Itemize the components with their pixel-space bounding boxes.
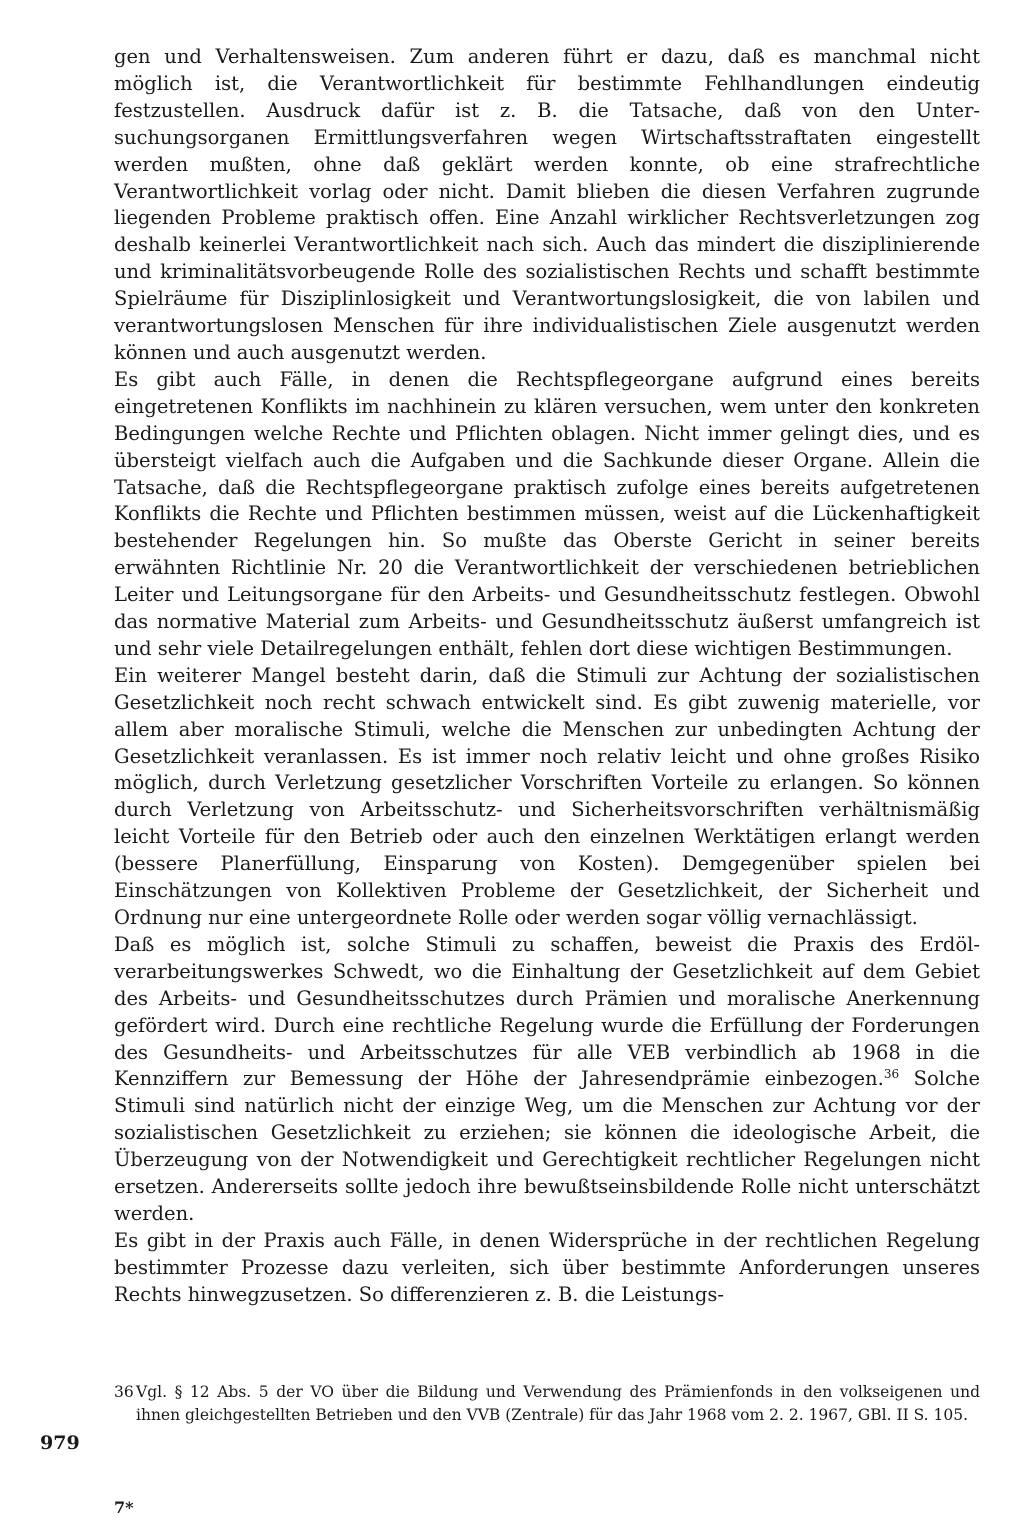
paragraph: Es gibt in der Praxis auch Fälle, in denen Widersprüche in der rechtlichen Regelung bestimmter Prozesse dazu verleiten, sich über bestimmte Anforderungen unseres Rechts hinwegzusetzen. So differenzieren z. B. die Leistungs- (114, 1228, 980, 1306)
footnote (114, 1381, 980, 1427)
footnote-reference[interactable]: 36 (883, 1067, 900, 1082)
paragraph-text: Daß es möglich ist, solche Stimuli zu schaffen, beweist die Praxis des Erdölverarbeitungswerkes Schwedt, wo die Einhaltung der Gesetzlichkeit auf dem Gebiet des Arbeits- und Gesundheitsschutzes durch Prämien und moralische Anerkennung gefördert wird. Durch eine rechtliche Regelung wurde die Erfüllung der Forderungen des Gesundheits- und Arbeitsschutzes für alle VEB verbindlich ab 1968 in die Kennziffern zur Bemessung der Höhe der Jahresendprämie einbezogen. (114, 932, 980, 1091)
signature-mark: 7* (114, 1498, 134, 1517)
footnote-text: Vgl. § 12 Abs. 5 der VO über die Bildung und Verwendung des Prämienfonds in den volkseigenen und ihnen gleichgestellten Betrieben und den VVB (Zentrale) für das Jahr 1968 vom 2. 2. 1967, GBl. II S. 105. (136, 1383, 980, 1424)
paragraph-text: Solche Stimuli sind natürlich nicht der einzige Weg, um die Menschen zur Achtung vor der sozialistischen Gesetzlichkeit zu erziehen; sie können die ideologische Arbeit, die Überzeugung von der Notwendigkeit und Gerechtigkeit rechtlicher Regelungen nicht ersetzen. Andererseits sollte jedoch ihre bewußtseinsbildende Rolle nicht unterschätzt werden. (114, 1067, 980, 1225)
paragraph: Es gibt auch Fälle, in denen die Rechtspflegeorgane aufgrund eines bereits eingetretenen Konflikts im nachhinein zu klären versuchen, wem unter den konkreten Bedingungen welche Rechte und Pflichten oblagen. Nicht immer gelingt dies, und es übersteigt vielfach auch die Aufgaben und die Sachkunde dieser Organe. Allein die Tatsache, daß die Rechtspflegeorgane praktisch zufolge eines bereits aufgetretenen Konflikts die Rechte und Pflichten bestimmen müssen, weist auf die Lückenhaftigkeit bestehender Regelungen hin. So mußte das Oberste Gericht in seiner bereits erwähnten Richtlinie Nr. 20 die Verantwortlichkeit der verschiedenen betrieblichen Leiter und Leitungsorgane für den Arbeits- und Gesundheitsschutz festlegen. Obwohl das normative Material zum Arbeits- und Gesundheitsschutz äußerst umfangreich ist und sehr viele Detailregelungen enthält, fehlen dort diese wichtigen Bestimmungen. (114, 367, 980, 660)
page-number: 979 (40, 1432, 80, 1454)
paragraph (114, 932, 980, 1228)
footnote-number: 36 (114, 1383, 134, 1401)
body-text (114, 44, 980, 1309)
paragraph: Ein weiterer Mangel besteht darin, daß die Stimuli zur Achtung der sozialistischen Gesetzlichkeit noch recht schwach entwickelt sind. Es gibt zuwenig materielle, vor allem aber moralische Stimuli, welche die Menschen zur unbedingten Achtung der Gesetzlichkeit veranlassen. Es ist immer noch relativ leicht und ohne großes Risiko möglich, durch Verletzung gesetzlicher Vorschriften Vorteile zu erlangen. So können durch Verletzung von Arbeitsschutz- und Sicherheitsvorschriften verhältnismäßig leicht Vorteile für den Betrieb oder auch den einzelnen Werktätigen erlangt werden (bessere Planerfüllung, Einsparung von Kosten). Demgegenüber spielen bei Einschätzungen von Kollektiven Probleme der Gesetzlichkeit, der Sicherheit und Ordnung nur eine untergeordnete Rolle oder werden sogar völlig vernachlässigt. (114, 663, 980, 929)
paragraph: gen und Verhaltensweisen. Zum anderen führt er dazu, daß es manchmal nicht möglich ist, die Verantwortlichkeit für bestimmte Fehlhandlungen eindeutig festzustellen. Ausdruck dafür ist z. B. die Tatsache, daß von den Untersuchungsorganen Ermittlungsverfahren wegen Wirtschaftsstraftaten eingestellt werden mußten, ohne daß geklärt werden konnte, ob eine strafrechtliche Verantwortlichkeit vorlag oder nicht. Damit blieben die diesen Verfahren zugrunde liegenden Probleme praktisch offen. Eine Anzahl wirklicher Rechtsverletzungen zog deshalb keinerlei Verantwortlichkeit nach sich. Auch das mindert die disziplinierende und kriminalitätsvorbeugende Rolle des sozialistischen Rechts und schafft bestimmte Spielräume für Disziplinlosigkeit und Verantwortungslosigkeit, die von labilen und verantwortungslosen Menschen für ihre individualistischen Ziele ausgenutzt werden können und auch ausgenutzt werden. (114, 45, 980, 364)
footnotes (114, 1381, 980, 1427)
